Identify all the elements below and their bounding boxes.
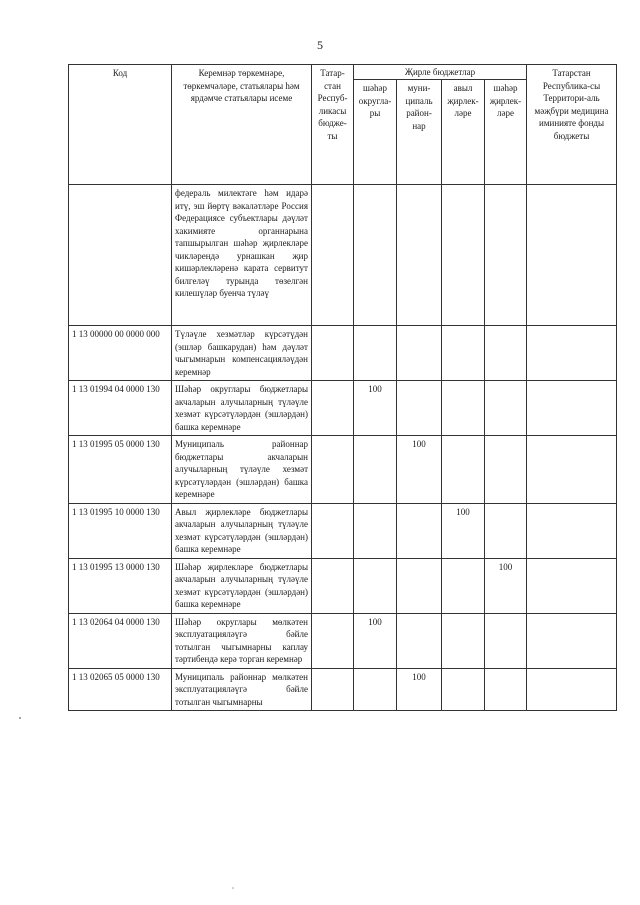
row-city-value [354,558,397,613]
row-municipal-value: 100 [397,436,442,504]
table-row [69,668,617,711]
row-republic-value [312,185,354,326]
page-number: 5 [317,38,323,52]
row-urban-value [485,668,527,711]
header-city-districts: шәһәр округла-ры [354,80,397,185]
row-fund-value [527,185,617,326]
revenue-classification-table [68,64,617,711]
row-code: 1 13 01995 13 0000 130 [69,558,172,613]
row-republic-value [312,381,354,436]
table-row [69,381,617,436]
row-fund-value [527,668,617,711]
row-name: Шәһәр округлары бюджетлары акчаларын алучыларның түләүле хезмәт күрсәтүләрдән (эшләрдән) башка керемнәре [172,381,312,436]
row-city-value [354,436,397,504]
row-municipal-value [397,503,442,558]
row-republic-value [312,613,354,668]
table-row [69,326,617,381]
row-urban-value [485,326,527,381]
row-city-value [354,185,397,326]
table-row [69,558,617,613]
row-code [69,185,172,326]
row-code: 1 13 01995 10 0000 130 [69,503,172,558]
header-local-budgets: Җирле бюджетлар [354,65,527,80]
row-code: 1 13 02064 04 0000 130 [69,613,172,668]
row-fund-value [527,381,617,436]
row-fund-value [527,326,617,381]
row-fund-value [527,436,617,504]
row-code: 1 13 01994 04 0000 130 [69,381,172,436]
header-rural-settlements: авыл җирлек-ләре [442,80,485,185]
row-rural-value: 100 [442,503,485,558]
header-republic-budget: Татар-стан Респуб-ликасы бюдже-ты [312,65,354,185]
row-municipal-value [397,381,442,436]
row-municipal-value [397,326,442,381]
header-name: Керемнәр төркемнәре, төркемчәләре, статьялары һәм ярдәмче статьялары исеме [172,65,312,185]
row-republic-value [312,558,354,613]
row-name: Түләүле хезмәтләр күрсәтүдән (эшләр башкарудан) һәм дәүләт чыгымнарын компенсацияләүдән керемнәр [172,326,312,381]
row-urban-value [485,381,527,436]
row-rural-value [442,185,485,326]
header-urban-settlements: шәһәр җирлек-ләре [485,80,527,185]
table-row [69,613,617,668]
row-name: Авыл җирлекләре бюджетлары акчаларын алучыларның түләүле хезмәт күрсәтүләрдән (эшләрдән) башка керемнәре [172,503,312,558]
row-name: федераль милектәге һәм идарә итү, эш йөртү вәкаләтләре Россия Федерациясе субъектлары дәүләт хакимияте органнарына тапшырылган шәһәр җирлекләре чикләрендә урнашкан җир кишәрлекләренә карата сервитут билгеләү турында төзелгән килешүләр буенча түләү [172,185,312,326]
row-fund-value [527,558,617,613]
table-row [69,436,617,504]
header-municipal-districts: муни-ципаль район-нар [397,80,442,185]
row-fund-value [527,503,617,558]
row-republic-value [312,668,354,711]
header-medical-insurance-fund: Татарстан Республика-сы Территори-аль мәҗбүри медицина иминияте фонды бюджеты [527,65,617,185]
row-city-value [354,326,397,381]
table-row [69,185,617,326]
row-rural-value [442,558,485,613]
row-name: Шәһәр җирлекләре бюджетлары акчаларын алучыларның түләүле хезмәт күрсәтүләрдән (эшләрдән) башка керемнәре [172,558,312,613]
row-rural-value [442,326,485,381]
row-municipal-value [397,558,442,613]
row-rural-value [442,668,485,711]
row-code: 1 13 02065 05 0000 130 [69,668,172,711]
header-code: Код [69,65,172,185]
row-city-value: 100 [354,613,397,668]
row-municipal-value: 100 [397,668,442,711]
row-name: Муниципаль районнар бюджетлары акчаларын алучыларның түләүле хезмәт күрсәтүләрдән (эшләрдән) башка керемнәре [172,436,312,504]
row-fund-value [527,613,617,668]
row-rural-value [442,436,485,504]
row-name: Шәһәр округлары мөлкәтен эксплуатацияләүгә бәйле тотылган чыгымнарны каплау тәртибендә керә торган керемнәр [172,613,312,668]
scan-dot [19,717,21,719]
row-rural-value [442,613,485,668]
row-urban-value: 100 [485,558,527,613]
row-urban-value [485,613,527,668]
row-code: 1 13 00000 00 0000 000 [69,326,172,381]
row-republic-value [312,326,354,381]
row-rural-value [442,381,485,436]
row-city-value: 100 [354,381,397,436]
row-municipal-value [397,185,442,326]
row-urban-value [485,185,527,326]
row-city-value [354,503,397,558]
row-republic-value [312,503,354,558]
row-code: 1 13 01995 05 0000 130 [69,436,172,504]
row-republic-value [312,436,354,504]
row-urban-value [485,436,527,504]
row-municipal-value [397,613,442,668]
scan-dot [232,887,234,889]
row-urban-value [485,503,527,558]
table-row [69,503,617,558]
row-name: Муниципаль районнар мөлкәтен эксплуатацияләүгә бәйле тотылган чыгымнарны [172,668,312,711]
row-city-value [354,668,397,711]
